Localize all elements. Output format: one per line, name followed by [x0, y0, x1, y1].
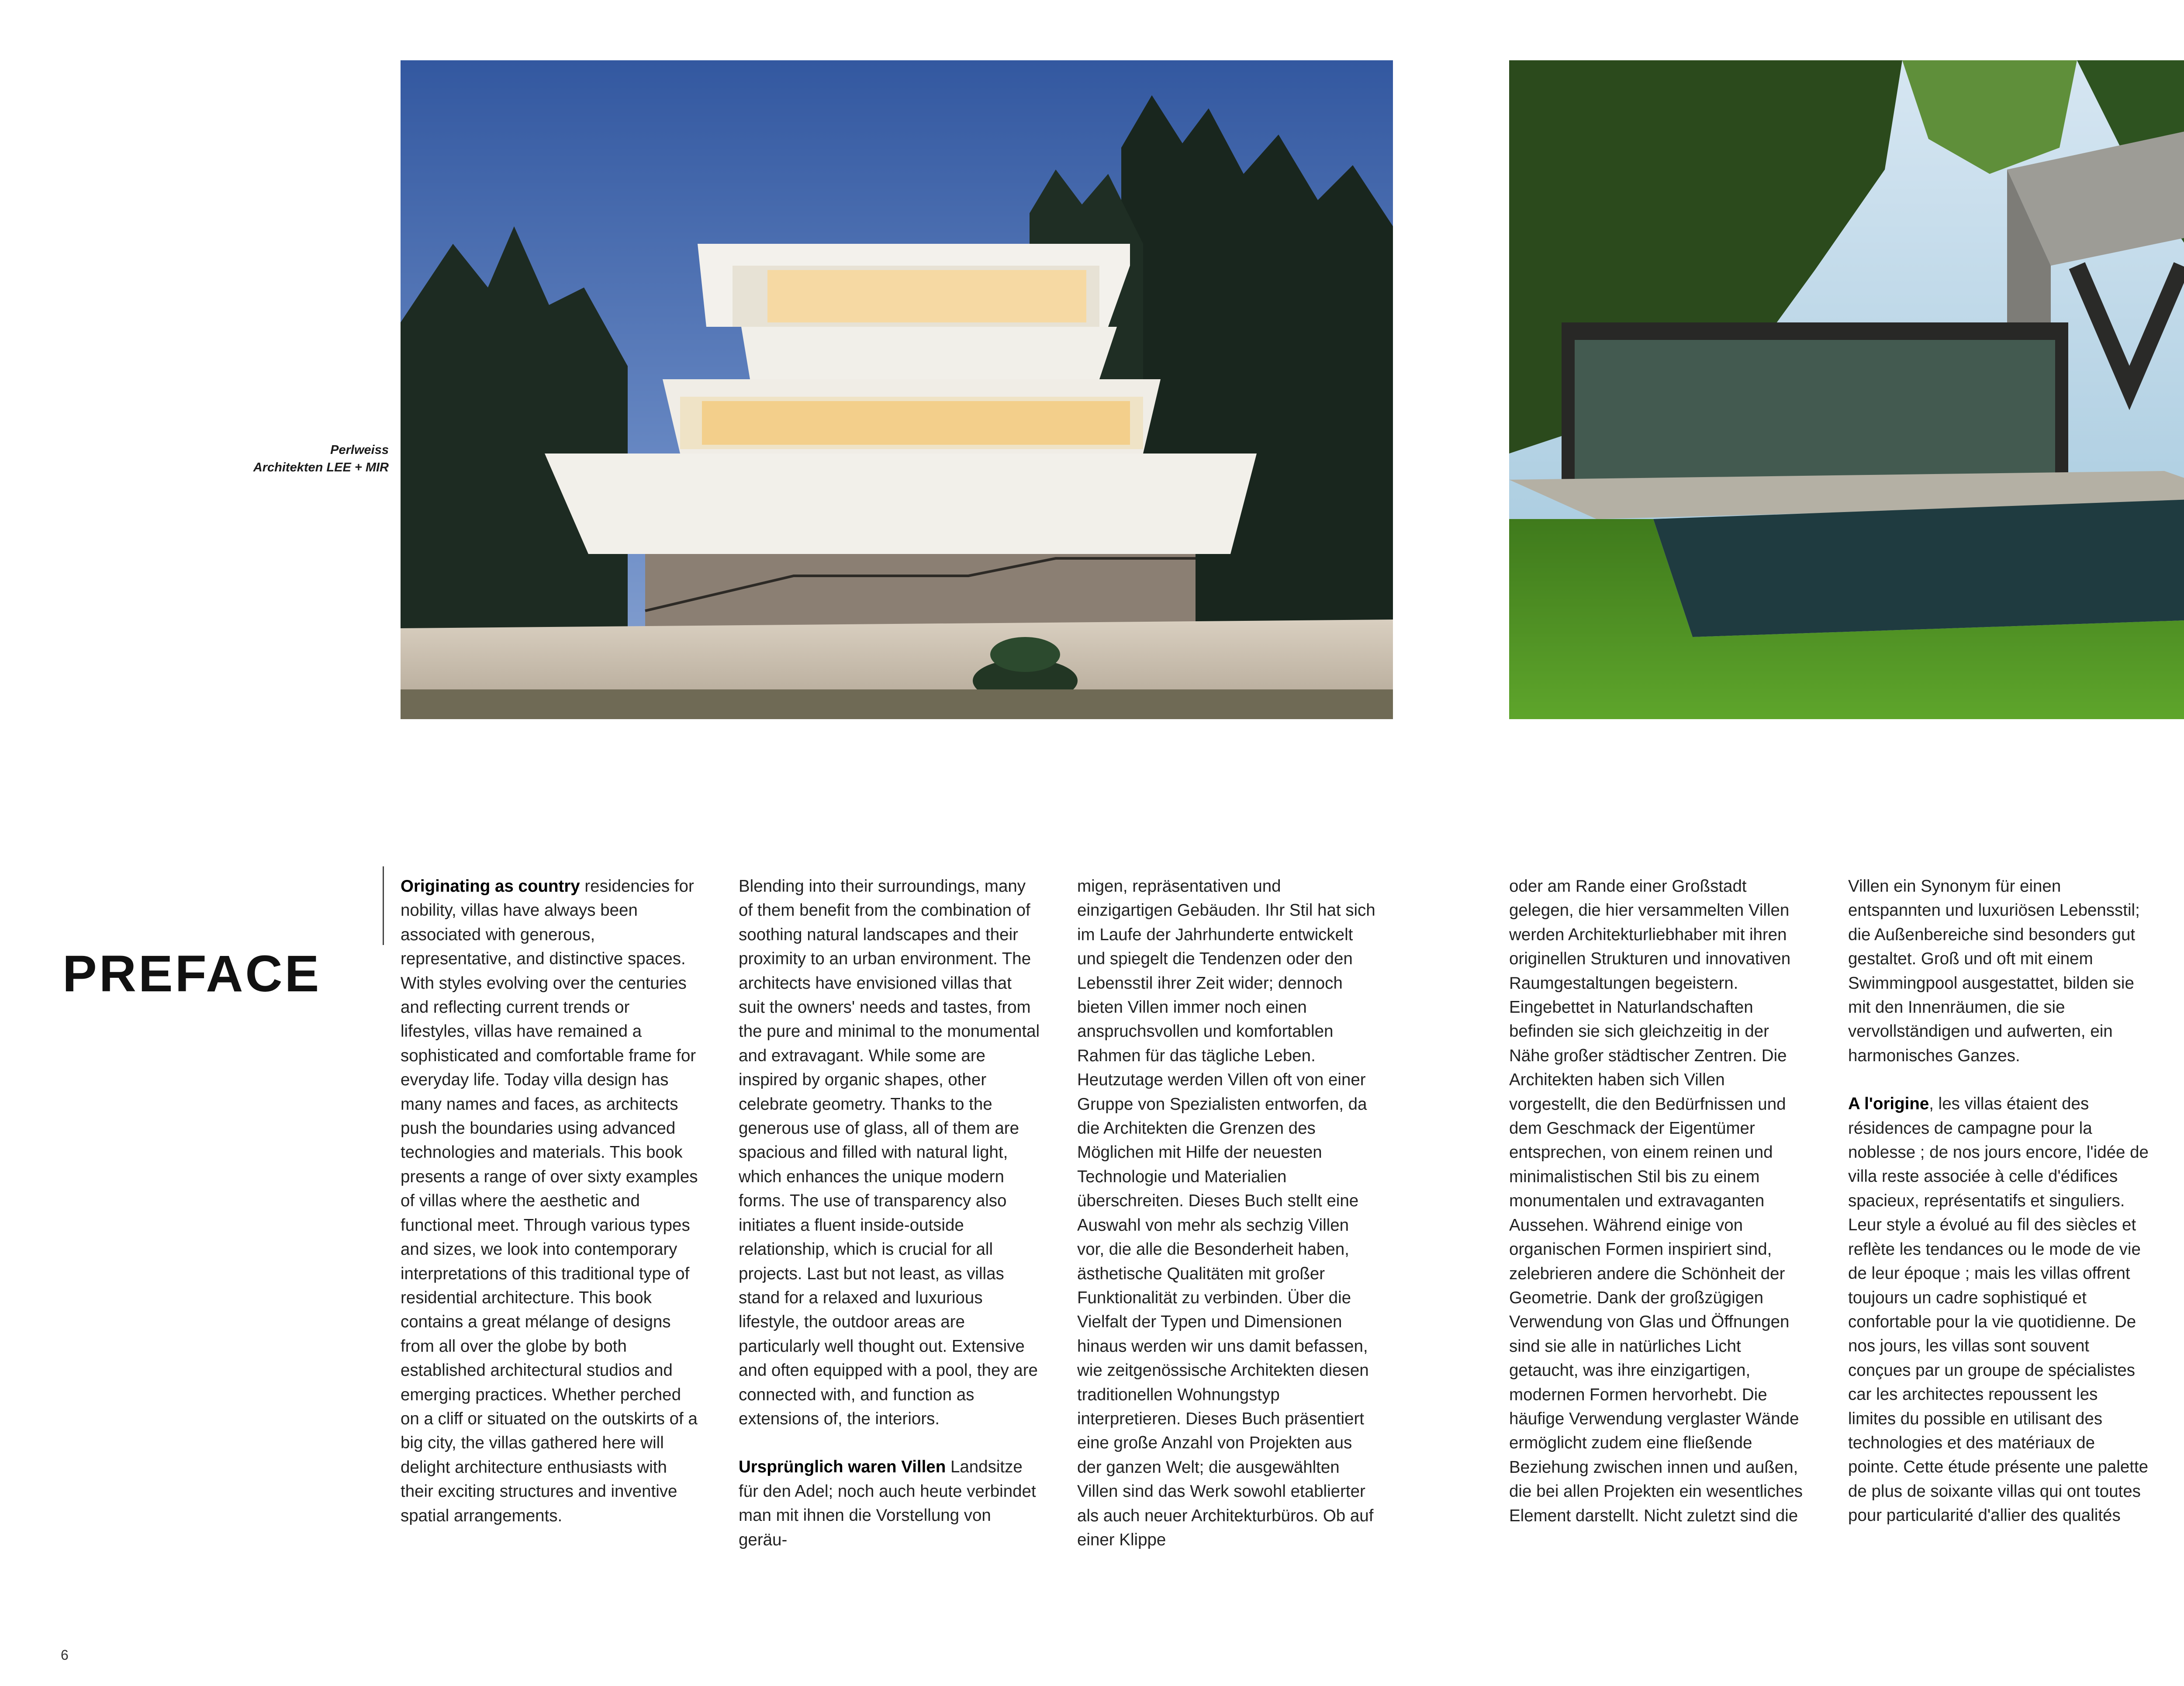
body-text: residencies for nobility, villas have always been associated with generous, representative, and distinctive spaces. With styles evolving over the centuries and reflecting current trends or lifestyles, villas have remained a sophisticated and comfortable frame for everyday life. Today villa design has many names and faces, as architects push the boundaries using advanced technologies and materials. This book presents a range of over sixty examples of villas where the aesthetic and functional meet. Through various types and sizes, we look into contemporary interpretations of this traditional type of residential architecture. This book contains a great mélange of designs from all over the globe by both established architectural studios and emerging practices. Whether perched on a cliff or situated on the outskirts of a big city, the villas gathered here will delight architecture enthusiasts with their exciting structures and inventive spatial arrangements. [401, 877, 698, 1525]
paragraph-german-4: Villen ein Synonym für einen entspannten und luxuriösen Lebensstil; die Außenbereiche sind besonders gut gestaltet. Groß und oft mit einem Swimmingpool ausgestattet, bilden sie mit den Innenräumen, die sie vervollständigen und aufwerten, ein harmonisches Ganzes. [1848, 877, 2140, 1065]
photo-villa-neo [1509, 60, 2184, 719]
page-number-left: 6 [61, 1647, 69, 1663]
text-column-german [1509, 874, 1811, 1530]
paragraph-german-3: oder am Rande einer Großstadt gelegen, die hier versammelten Villen werden Architekturliebhaber mit ihren originellen Strukturen und innovativen Raumgestaltungen begeistern. Eingebettet in Naturlandschaften befinden sie sich gleichzeitig in der Nähe großer städtischer Zentren. Die Architekten haben sich Villen vorgestellt, die den Bedürfnissen und dem Geschmack der Eigentümer entsprechen, von einem reinen und minimalistischen Stil bis zu einem monumentalen und extravaganten Aussehen. Während einige von organischen Formen inspiriert sind, zelebrieren andere die Schönheit der Geometrie. Dank der großzügigen Verwendung von Glas und Öffnungen sind sie alle in natürliches Licht getaucht, was ihre einzigartigen, modernen Formen hervorhebt. Die häufige Verwendung verglaster Wände ermöglicht zudem eine fließende Beziehung zwischen innen und außen, die bei allen Projekten ein wesentliches Element darstellt. Nicht zuletzt sind die [1509, 877, 1803, 1525]
paragraph-english-2: Blending into their surroundings, many of them benefit from the combination of soothing natural landscapes and their proximity to an urban environment. The architects have envisioned villas that suit the owners' needs and tastes, from the pure and minimal to the monumental and extravagant. While some are inspired by organic shapes, other celebrate geometry. Thanks to the generous use of glass, all of them are spacious and filled with natural light, which enhances the unique modern forms. The use of transparency also initiates a fluent inside-outside relationship, which is crucial for all projects. Last but not least, as villas stand for a relaxed and luxurious lifestyle, the outdoor areas are particularly well thought out. Extensive and often equipped with a pool, they are connected with, and function as extensions of, the interiors. [739, 877, 1040, 1428]
paragraph-french-1 [1848, 1092, 2149, 1527]
photo-caption-left [153, 441, 389, 476]
lead-in-german: Ursprünglich waren Villen [739, 1458, 946, 1477]
text-column-english-german [739, 874, 1040, 1549]
lead-in-english: Originating as country [401, 877, 580, 896]
body-text: Landsitze für den Adel; noch auch heute verbindet man mit ihnen die Vorstellung von geräu- [739, 1458, 1036, 1549]
body-text: , les villas étaient des résidences de campagne pour la noblesse ; de nos jours encore, l'idée de villa reste associée à celle d'édifices spacieux, représentatifs et singuliers. Leur style a évolué au fil des siècles et reflète les tendances ou le mode de vie de leur époque ; mais les villas offrent toujours un cadre sophistiqué et confortable pour la vie quotidienne. De nos jours, les villas sont souvent conçues par un groupe de spécialistes car les architectes repoussent les limites du possible en utilisant des technologies et des matériaux de pointe. Cette étude présente une palette de plus de soixante villas qui ont toutes pour particularité d'allier des qualités [1848, 1094, 2149, 1525]
photo-perlweiss [401, 60, 1393, 719]
caption-project-name: Perlweiss [330, 443, 389, 457]
paragraph-english-1 [401, 874, 702, 1528]
text-column-german [1077, 874, 1379, 1549]
paragraph-german-1 [739, 1455, 1040, 1552]
caption-architect: Architekten LEE + MIR [253, 460, 389, 474]
page-title: PREFACE [62, 945, 321, 1003]
text-column-german-french [1848, 874, 2149, 1530]
lead-in-french: A l'origine [1848, 1094, 1929, 1114]
text-column-english [401, 874, 702, 1530]
paragraph-german-2: migen, repräsentativen und einzigartigen Gebäuden. Ihr Stil hat sich im Laufe der Jahrhunderte entwickelt und spiegelt die Tendenzen oder den Lebensstil ihrer Zeit wider; dennoch bieten Villen immer noch einen anspruchsvollen und komfortablen Rahmen für das tägliche Leben. Heutzutage werden Villen oft von einer Gruppe von Spezialisten entworfen, da die Architekten die Grenzen des Möglichen mit Hilfe der neuesten Technologie und Materialien überschreiten. Dieses Buch stellt eine Auswahl von mehr als sechzig Villen vor, die alle die Besonderheit haben, ästhetische Qualitäten mit großer Funktionalität zu verbinden. Über die Vielfalt der Typen und Dimensionen hinaus werden wir uns damit befassen, wie zeitgenössische Architekten diesen traditionellen Wohnungstyp interpretieren. Dieses Buch präsentiert eine große Anzahl von Projekten aus der ganzen Welt; die ausgewählten Villen sind das Werk sowohl etablierter als auch neuer Architekturbüros. Ob auf einer Klippe [1077, 877, 1375, 1549]
column-rule [383, 866, 384, 945]
